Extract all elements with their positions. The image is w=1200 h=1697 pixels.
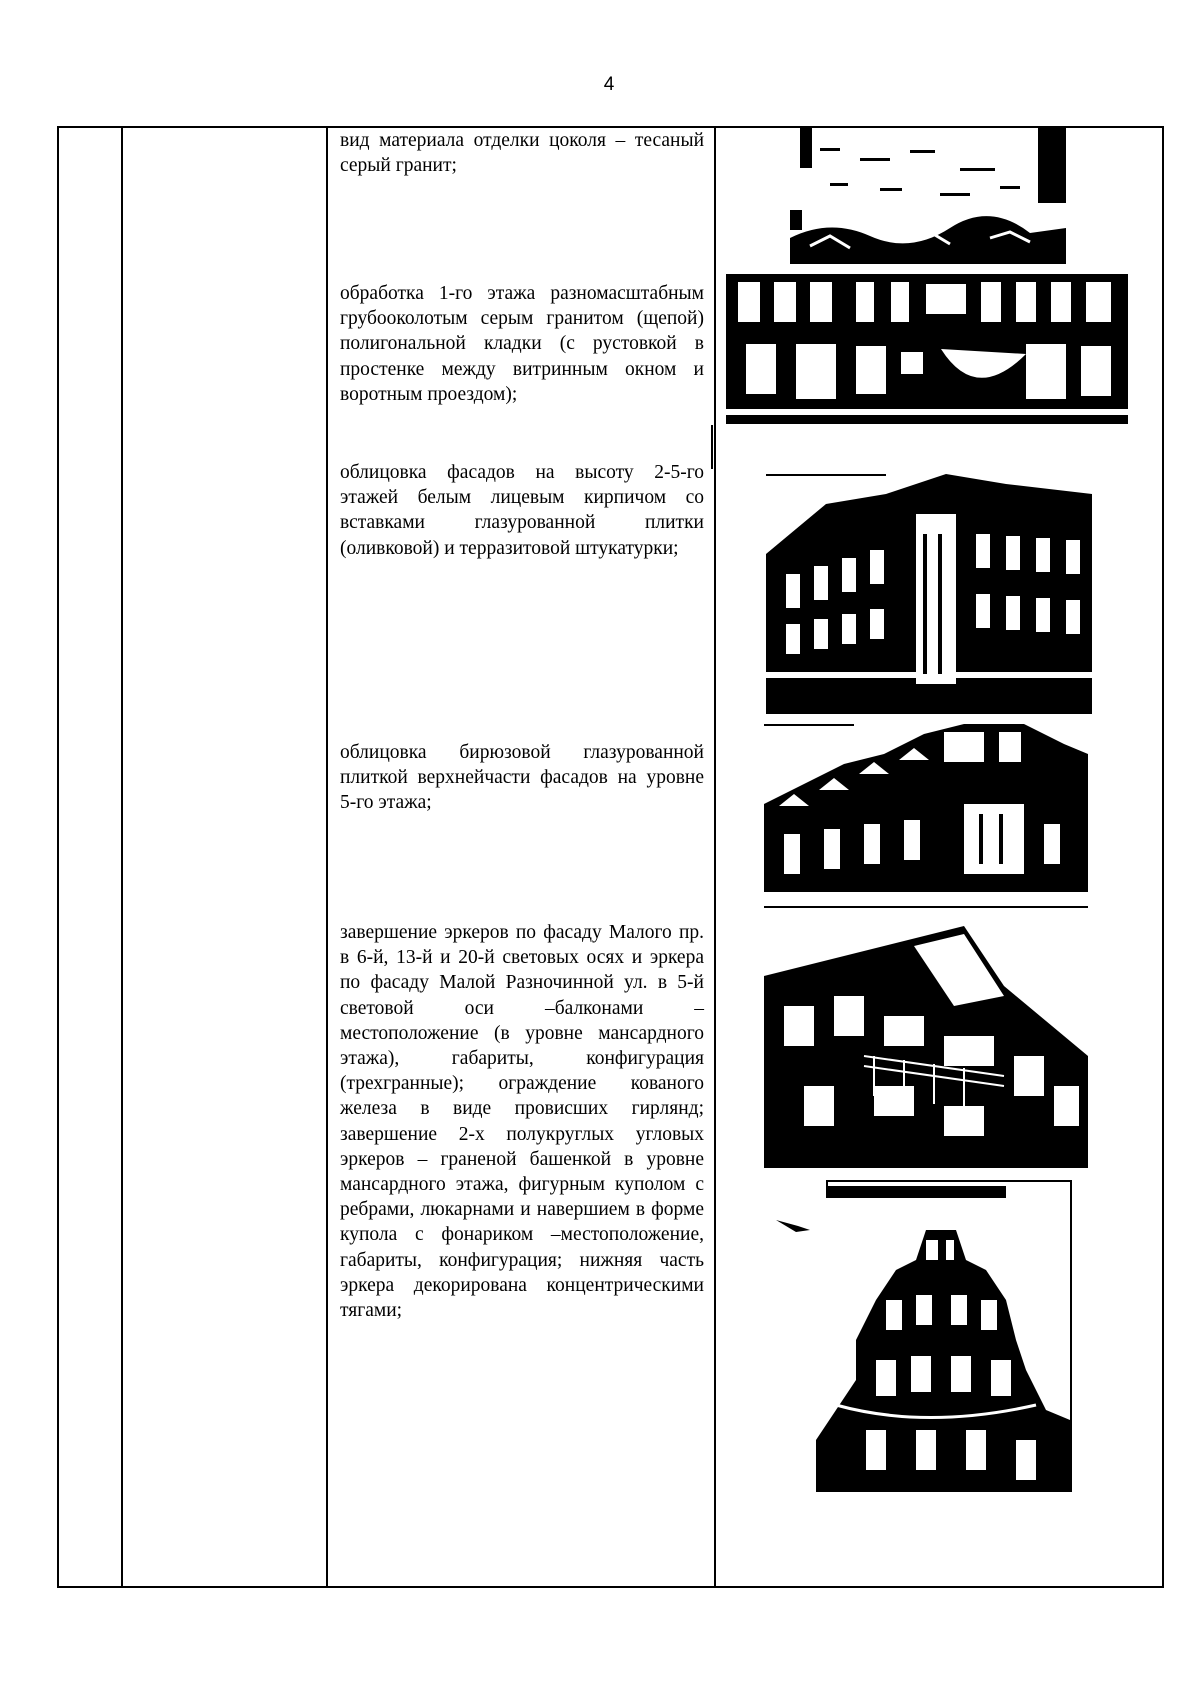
- entry-text-glazed-tile: облицовка бирюзовой глазурованной плиткой верхнейчасти фасадов на уровне 5-го этажа;: [340, 742, 704, 814]
- building-plinth-granite-photo: [790, 128, 1066, 264]
- column-divider-3: [714, 126, 716, 1588]
- entry-text-bay-windows: завершение эркеров по фасаду Малого пр. в 6-й, 13-й и 20-й световых осях и эркера по фасаду Малой Разночинной ул. в 5-й световой оси –балконами – местоположение (в уровне мансардного этажа), габариты, конфигурация (трехгранные); ограждение кованого железа в виде провисших гирлянд; завершение 2-х полукруглых угловых эркеров – граненой башенкой в уровне мансардного этажа, фигурным куполом с ребрами, люкарнами и навершием в форме купола с фонариком –местоположение, габариты, конфигурация; нижняя часть эркера декорирована концентрическими тягами;: [340, 922, 704, 1322]
- building-first-floor-photo: [726, 274, 1128, 424]
- entry-text-first-floor: обработка 1-го этажа разномасштабным грубооколотым серым гранитом (щепой) полигональной кладки (с рустовкой в простенке между витринным окном и воротным проездом);: [340, 283, 704, 405]
- building-upper-facade-photo: [764, 724, 1088, 892]
- building-bay-balcony-photo: [764, 906, 1088, 1168]
- entry-text-plinth: вид материала отделки цоколя – тесаный серый гранит;: [340, 130, 704, 177]
- column-divider-1: [121, 126, 123, 1588]
- building-facade-corner-photo: [766, 474, 1092, 714]
- column-divider-2: [326, 126, 328, 1588]
- column-divider-mark: [711, 425, 713, 469]
- page-number: 4: [603, 74, 615, 95]
- entry-text-facade-brick: облицовка фасадов на высоту 2-5-го этажей белым лицевым кирпичом со вставками глазурованной плитки (оливковой) и терразитовой штукатурки;: [340, 462, 704, 559]
- building-corner-tower-photo: [776, 1180, 1072, 1492]
